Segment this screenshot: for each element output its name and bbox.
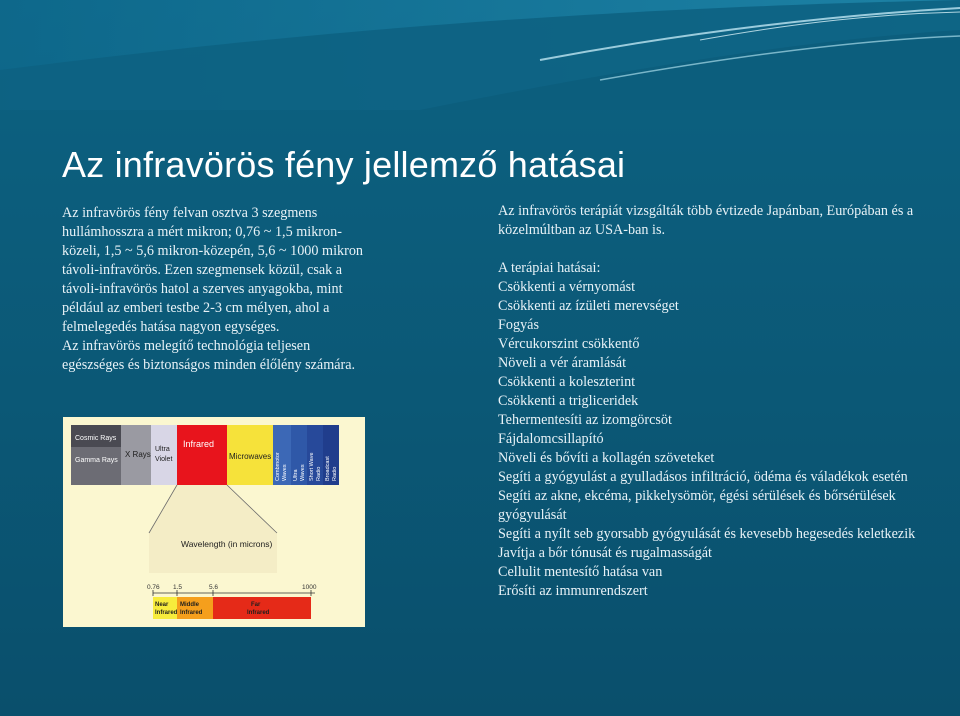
- label-ultra-waves-1: Ultra: [293, 469, 299, 481]
- label-ultra-waves-2: Waves: [300, 464, 306, 481]
- label-broadcast-2: Radio: [332, 466, 338, 481]
- tick-1000: 1000: [302, 584, 317, 591]
- label-combmotor-1: Combmotor: [275, 452, 281, 481]
- effect-item: Segíti a gyógyulást a gyulladásos infiltráció, ödéma és váladékok esetén: [498, 469, 908, 485]
- page-title: Az infravörös fény jellemző hatásai: [62, 144, 626, 185]
- label-cosmic: Cosmic Rays: [75, 435, 117, 442]
- label-short-wave-1: Short Wave: [309, 452, 315, 481]
- label-short-wave-2: Radio: [316, 466, 322, 481]
- funnel-shape: [149, 485, 277, 573]
- near-label-1: Near: [155, 602, 169, 608]
- effect-item: Vércukorszint csökkentő: [498, 336, 640, 352]
- right-column: [498, 202, 918, 601]
- label-uv-2: Violet: [155, 456, 173, 463]
- label-microwaves: Microwaves: [229, 452, 272, 461]
- label-gamma: Gamma Rays: [75, 457, 118, 464]
- effect-item: Segíti a nyílt seb gyorsabb gyógyulását és kevesebb hegesedés keletkezik: [498, 526, 916, 542]
- tick-076: 0.76: [147, 584, 160, 591]
- near-label-2: Infrared: [155, 610, 178, 616]
- label-combmotor-2: Waves: [282, 464, 288, 481]
- label-xrays: X Rays: [125, 450, 151, 459]
- spectrum-figure: [63, 417, 365, 627]
- effect-item: Fogyás: [498, 317, 539, 333]
- effect-item: Erősíti az immunrendszert: [498, 583, 648, 599]
- far-label-2: Infrared: [247, 610, 270, 616]
- spectrum-diagram: [63, 417, 365, 627]
- effects-list: [498, 278, 918, 601]
- label-broadcast-1: Broadcast: [325, 456, 331, 481]
- wavelength-label: Wavelength (in microns): [181, 539, 273, 549]
- middle-label-1: Middle: [180, 602, 199, 608]
- band-infrared: [177, 425, 227, 485]
- far-label-1: Far: [251, 602, 261, 608]
- tick-15: 1.5: [173, 584, 183, 591]
- effect-item: Segíti az akne, ekcéma, pikkelysömör, égési sérülések és bőrsérülések gyógyulását: [498, 488, 896, 523]
- header-wave-decoration: [0, 0, 960, 110]
- effect-item: Csökkenti a trigliceridek: [498, 393, 639, 409]
- effect-item: Csökkenti a vérnyomást: [498, 279, 636, 295]
- effect-item: Javítja a bőr tónusát és rugalmasságát: [498, 545, 712, 561]
- effect-item: Csökkenti az ízületi merevséget: [498, 298, 679, 314]
- left-paragraph-1: Az infravörös fény felvan osztva 3 szegmens hullámhosszra a mért mikron; 0,76 ~ 1,5 mikron-közeli, 1,5 ~ 5,6 mikron-közepén, 5,6 ~ 1000 mikron távoli-infravörös. Ezen szegmensek közül, csak a távoli-infravörös hatol a szerves anyagokba, mint például az emberi testbe 2-3 cm mélyen, ahol a felmelegedés hatása nagyon egységes.: [62, 205, 364, 335]
- left-description: [62, 204, 372, 375]
- tick-56: 5.6: [209, 584, 219, 591]
- left-paragraph-2: Az infravörös melegítő technológia teljesen egészséges és biztonságos minden élőlény számára.: [62, 338, 356, 373]
- effect-item: Fájdalomcsillapító: [498, 431, 604, 447]
- effect-item: Növeli a vér áramlását: [498, 355, 627, 371]
- effect-item: Csökkenti a koleszterint: [498, 374, 636, 390]
- band-ultra-violet: [151, 425, 177, 485]
- effects-heading: A terápiai hatásai:: [498, 260, 601, 276]
- research-intro: Az infravörös terápiát vizsgálták több évtizede Japánban, Európában és a közelmúltban az USA-ban is.: [498, 203, 914, 238]
- middle-label-2: Infrared: [180, 610, 203, 616]
- effect-item: Cellulit mentesítő hatása van: [498, 564, 663, 580]
- effect-item: Növeli és bővíti a kollagén szöveteket: [498, 450, 715, 466]
- effect-item: Tehermentesíti az izomgörcsöt: [498, 412, 672, 428]
- label-infrared: Infrared: [183, 439, 215, 449]
- band-gamma-rays: [71, 447, 121, 485]
- label-uv-1: Ultra: [155, 446, 170, 453]
